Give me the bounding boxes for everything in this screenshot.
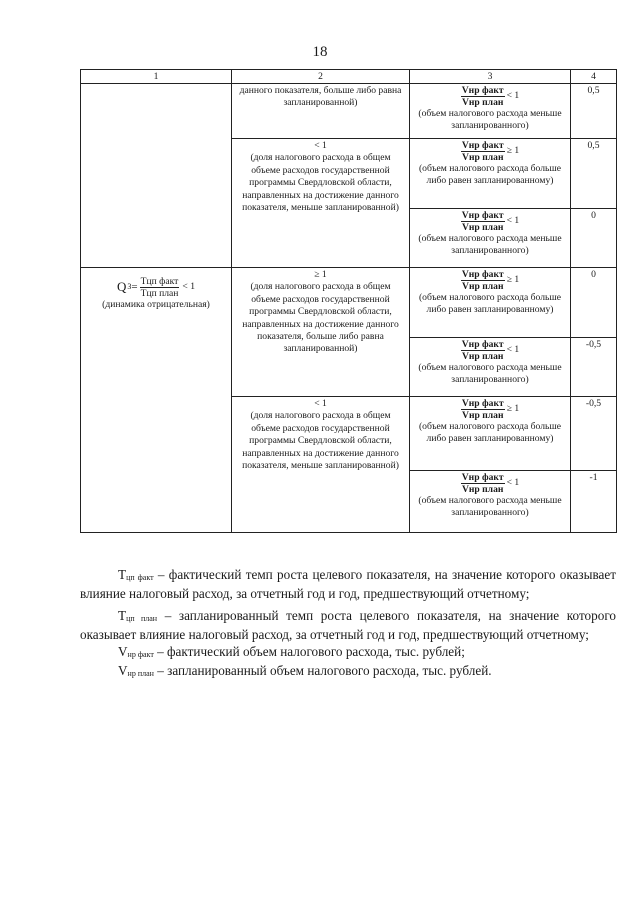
value-cell: -0,5	[571, 338, 617, 397]
criteria-table	[80, 69, 617, 533]
v-fact-label: Vнр факт	[461, 472, 504, 483]
value-cell: 0	[571, 268, 617, 338]
definition-body: – запланированный темп роста целевого показателя, на значение которого оказывает влияние налоговый расход, за отчетный год и год, предшествующий отчетному;	[80, 607, 616, 642]
v-plan-label: Vнр план	[462, 281, 504, 292]
definition-tcp-plan	[80, 607, 616, 644]
q3-formula-cell	[81, 268, 232, 533]
share-comparison: ≥ 1	[314, 269, 327, 280]
col2-continuation	[232, 84, 410, 139]
value-cell: -1	[571, 471, 617, 533]
v-plan-label: Vнр план	[461, 97, 504, 108]
tcp-fact-label: Тцп факт	[140, 276, 179, 287]
value-cell: -0,5	[571, 397, 617, 471]
share-description: (доля налогового расхода в общем объеме расходов государственной программы Свердловской области, направленных на достижение данного показателя, больше либо равна запланированной)	[242, 281, 399, 355]
v-plan-label: Vнр план	[462, 152, 504, 163]
empty-q-cell	[81, 84, 232, 268]
table-header-row	[81, 70, 617, 84]
comparison: < 1	[506, 90, 520, 102]
v-fact-label: Vнр факт	[461, 140, 504, 151]
page-number: 18	[312, 44, 328, 60]
value-cell: 0,5	[571, 84, 617, 139]
share-description: (доля налогового расхода в общем объеме расходов государственной программы Свердловской области, направленных на достижение данного показателя, меньше запланированной)	[242, 152, 399, 214]
share-comparison: < 1	[314, 140, 327, 151]
volume-description: (объем налогового расхода меньше запланированного)	[418, 495, 562, 519]
q-subscript: 3	[127, 282, 132, 292]
definition-tcp-fact	[80, 566, 616, 603]
v-plan-label: Vнр план	[461, 351, 504, 362]
share-comparison: < 1	[314, 398, 327, 409]
definition-body: – фактический объем налогового расхода, тыс. рублей;	[153, 644, 465, 660]
volume-cell	[410, 268, 571, 338]
continuation-text: данного показателя, больше либо равна запланированной)	[239, 85, 402, 109]
col2-share-less	[232, 397, 410, 533]
q3-formula	[117, 276, 195, 299]
v-fact-label: Vнр факт	[461, 210, 504, 221]
q-equals: =	[131, 281, 138, 294]
v-plan-label: Vнр план	[461, 222, 504, 233]
volume-ratio	[461, 339, 519, 362]
comparison: ≥ 1	[506, 403, 520, 415]
v-plan-label: Vнр план	[462, 410, 504, 421]
q-label: Q	[116, 279, 127, 295]
symbol: Т	[118, 607, 127, 623]
volume-description: (объем налогового расхода меньше запланированного)	[418, 108, 562, 132]
volume-ratio	[461, 210, 519, 233]
value-cell: 0	[571, 209, 617, 268]
tcp-plan-label: Тцп план	[140, 288, 179, 299]
volume-description: (объем налогового расхода меньше запланированного)	[418, 233, 562, 257]
volume-cell	[410, 471, 571, 533]
definition-body: – фактический темп роста целевого показателя, на значение которого оказывает влияние налоговый расход, за отчетный год и год, предшествующий отчетному;	[80, 567, 616, 602]
q-comparison: < 1	[182, 281, 196, 293]
col2-share-ge	[232, 268, 410, 397]
table-row	[81, 84, 617, 139]
subscript: нр факт	[127, 650, 154, 660]
definition-v-fact	[80, 643, 616, 662]
header-cell-1: 1	[81, 70, 232, 84]
definition-v-plan	[80, 662, 616, 681]
volume-ratio	[461, 269, 519, 292]
subscript: цп план	[126, 613, 158, 623]
subscript: цп факт	[126, 573, 154, 582]
symbol: Т	[118, 567, 127, 582]
symbol: V	[118, 644, 128, 660]
definition-body: – запланированный объем налогового расхода, тыс. рублей.	[153, 663, 492, 679]
comparison: ≥ 1	[506, 274, 520, 286]
definitions-text	[80, 566, 616, 682]
volume-description: (объем налогового расхода меньше запланированного)	[418, 362, 562, 386]
comparison: < 1	[506, 477, 520, 489]
comparison: ≥ 1	[506, 145, 520, 157]
v-fact-label: Vнр факт	[461, 85, 504, 96]
dynamics-note: (динамика отрицательная)	[102, 299, 210, 310]
volume-cell	[410, 84, 571, 139]
v-fact-label: Vнр факт	[461, 339, 504, 350]
header-cell-3: 3	[410, 70, 571, 84]
v-fact-label: Vнр факт	[461, 269, 504, 280]
col2-share-less	[232, 139, 410, 268]
volume-cell	[410, 209, 571, 268]
symbol: V	[118, 663, 128, 679]
volume-ratio	[461, 85, 519, 108]
comparison: < 1	[506, 215, 520, 227]
volume-cell	[410, 338, 571, 397]
v-plan-label: Vнр план	[461, 484, 504, 495]
volume-ratio	[461, 398, 519, 421]
volume-cell	[410, 139, 571, 209]
value-cell: 0,5	[571, 139, 617, 209]
v-fact-label: Vнр факт	[461, 398, 504, 409]
subscript: нр план	[127, 669, 154, 679]
table-row	[81, 268, 617, 338]
volume-description: (объем налогового расхода больше либо равен запланированному)	[418, 421, 562, 445]
header-cell-2: 2	[232, 70, 410, 84]
comparison: < 1	[506, 344, 520, 356]
volume-description: (объем налогового расхода больше либо равен запланированному)	[418, 292, 562, 316]
volume-description: (объем налогового расхода больше либо равен запланированному)	[418, 163, 562, 187]
volume-ratio	[461, 140, 519, 163]
volume-cell	[410, 397, 571, 471]
header-cell-4: 4	[571, 70, 617, 84]
share-description: (доля налогового расхода в общем объеме расходов государственной программы Свердловской области, направленных на достижение данного показателя, меньше запланированной)	[242, 410, 399, 472]
volume-ratio	[461, 472, 519, 495]
